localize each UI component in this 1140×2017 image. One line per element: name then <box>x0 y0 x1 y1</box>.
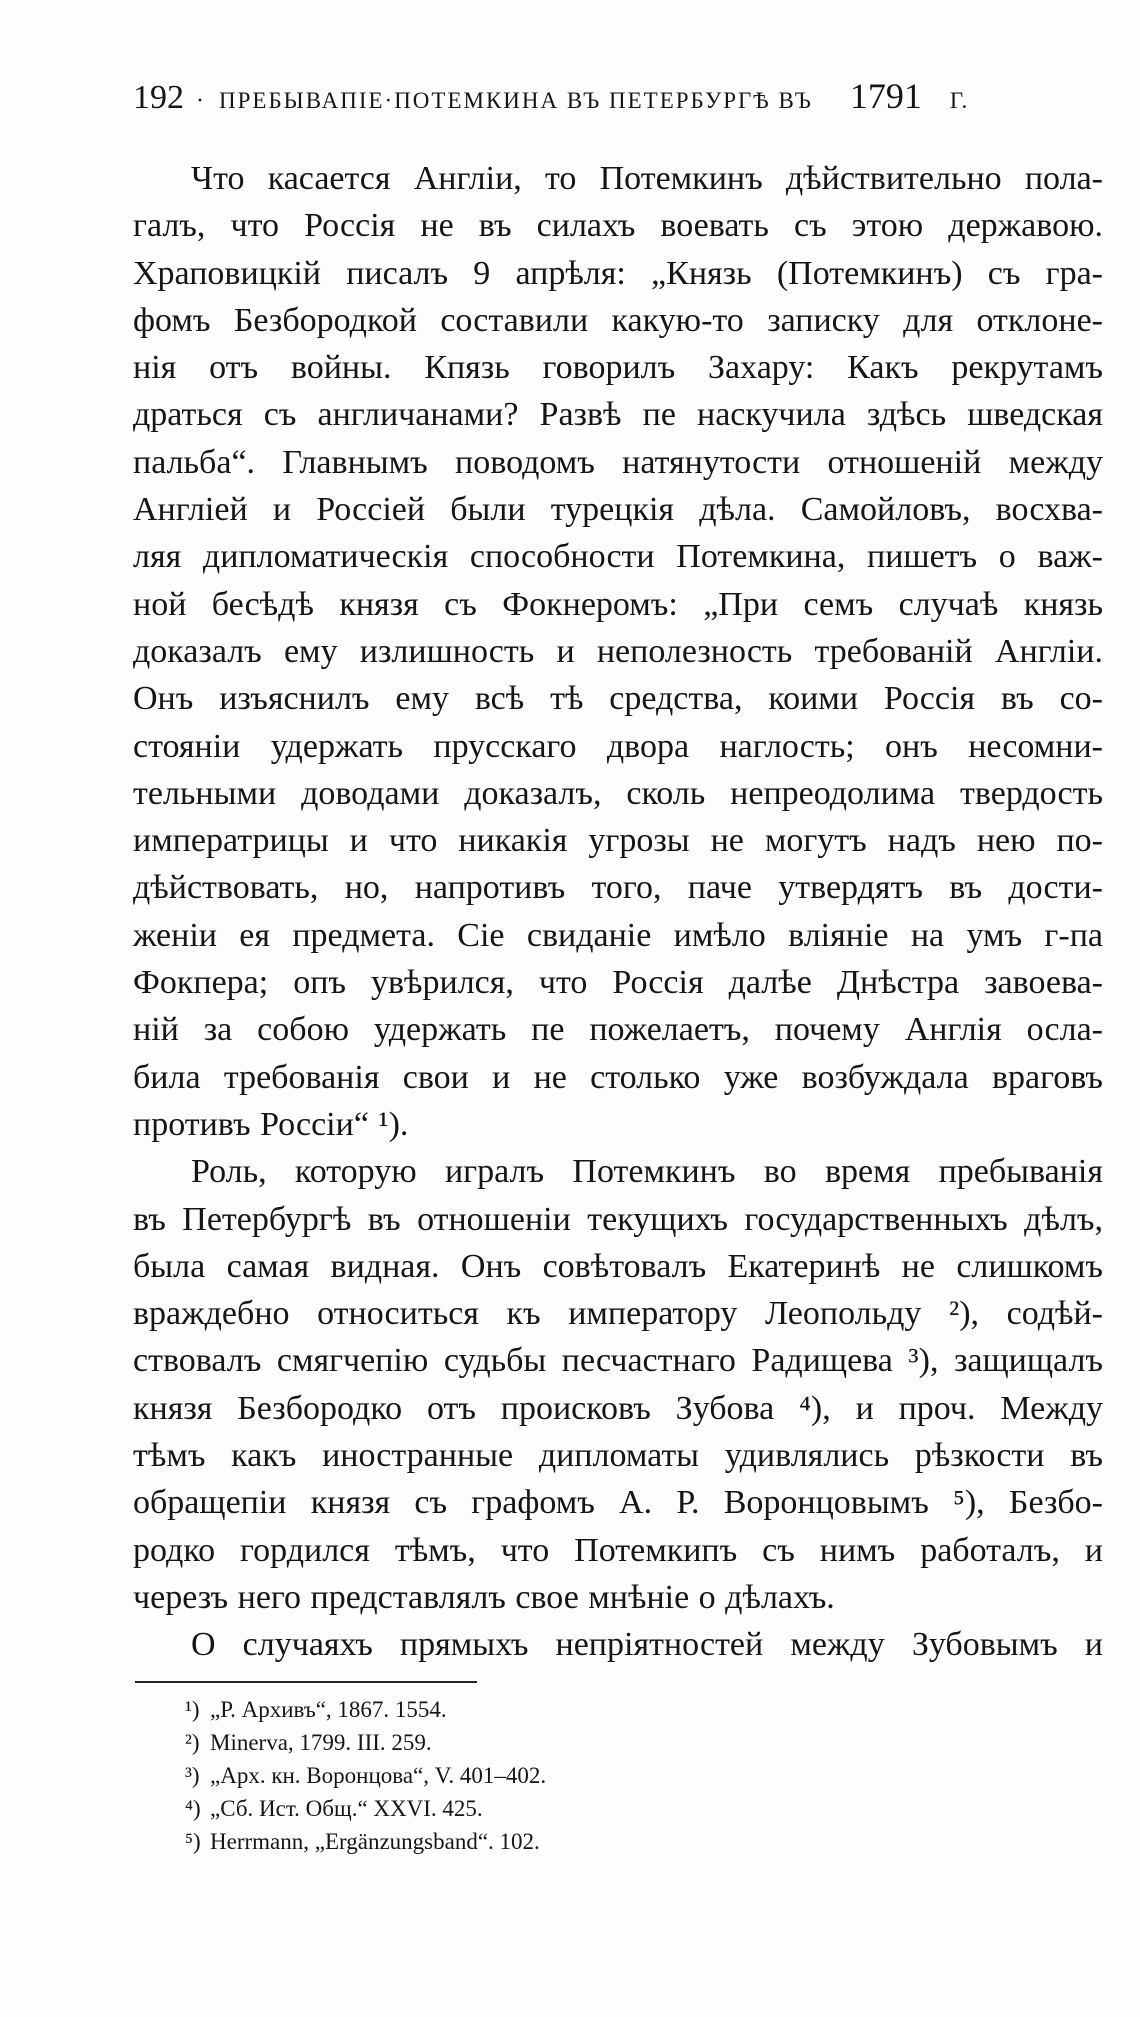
text-line: тельными доводами доказалъ, сколь непреодолима твердость <box>133 774 1103 812</box>
paragraph <box>133 155 1103 1148</box>
text-line: Онъ изъяснилъ ему всѣ тѣ средства, коими Россія въ со- <box>133 680 1103 718</box>
footnote-marker: ⁴) <box>185 1796 201 1821</box>
running-head-year: 1791 <box>849 76 922 116</box>
text-line: дѣйствовать, но, напротивъ того, паче утвердятъ въ дости- <box>133 869 1103 907</box>
text-line: пальба“. Главнымъ поводомъ натянутости отношеній между <box>133 443 1103 481</box>
footnote <box>185 1726 985 1759</box>
running-head-separator: · <box>196 88 204 114</box>
footnote <box>185 1792 985 1825</box>
footnote-marker: ³) <box>185 1763 200 1788</box>
text-line: О случаяхъ прямыхъ непріятностей между Зубовымъ и <box>191 1626 1103 1664</box>
paragraph <box>133 1621 1103 1668</box>
text-line: черезъ него представлялъ свое мнѣніе о дѣлахъ. <box>133 1578 835 1616</box>
text-line: била требованія свои и не столько уже возбуждала враговъ <box>133 1058 1103 1096</box>
footnote-marker: ⁵) <box>185 1829 201 1854</box>
footnote-text: „Арх. кн. Воронцова“, V. 401–402. <box>210 1763 547 1788</box>
paragraph <box>133 1148 1103 1621</box>
footnote <box>185 1693 985 1726</box>
footnotes <box>185 1693 985 1858</box>
footnote <box>185 1759 985 1792</box>
running-head-suffix: Г. <box>949 88 969 113</box>
footnote-text: „Р. Архивъ“, 1867. 1554. <box>210 1697 447 1722</box>
footnote <box>185 1825 985 1858</box>
text-line: ляя дипломатическія способности Потемкина, пишетъ о важ- <box>133 538 1103 576</box>
page-number: 192 <box>133 79 184 116</box>
text-line: Что касается Англіи, то Потемкинъ дѣйствительно пола- <box>191 160 1103 197</box>
text-line: императрицы и что никакія угрозы не могутъ надъ нею по- <box>133 822 1103 860</box>
text-line: была самая видная. Онъ совѣтовалъ Екатеринѣ не слишкомъ <box>133 1247 1103 1285</box>
text-line: ной бесѣдѣ князя съ Фокнеромъ: „При семъ случаѣ князь <box>133 585 1103 623</box>
text-line: Англіей и Россіей были турецкія дѣла. Самойловъ, восхва- <box>133 491 1103 529</box>
text-line: Фокпера; опъ увѣрился, что Россія далѣе Днѣстра завоева- <box>133 964 1103 1002</box>
text-line: ствовалъ смягчепію судьбы песчастнаго Радищева ³), защищалъ <box>133 1342 1103 1380</box>
text-line: нія отъ войны. Кпязь говорилъ Захару: Какъ рекрутамъ <box>133 349 1103 387</box>
body-text <box>133 155 1103 1669</box>
running-head-title: ПРЕБЫВАПІЕ·ПОТЕМКИНА ВЪ ПЕТЕРБУРГѢ ВЪ <box>219 88 813 113</box>
text-line: тѣмъ какъ иностранные дипломаты удивлялись рѣзкости въ <box>133 1437 1103 1475</box>
text-line: фомъ Безбородкой составили какую-то записку для отклоне- <box>133 301 1103 339</box>
text-line: женіи ея предмета. Сіе свиданіе имѣло вліяніе на умъ г-па <box>133 916 1103 954</box>
footnote-text: „Сб. Ист. Общ.“ XXVI. 425. <box>210 1796 483 1821</box>
footnote-text: Minerva, 1799. III. 259. <box>210 1730 432 1755</box>
text-line: доказалъ ему излишность и неполезность требованій Англіи. <box>133 632 1103 670</box>
text-line: драться съ англичанами? Развѣ пе наскучила здѣсь шведская <box>133 396 1103 434</box>
footnote-rule <box>135 1681 477 1683</box>
text-line: князя Безбородко отъ происковъ Зубова ⁴), и проч. Между <box>133 1389 1103 1427</box>
text-line: враждебно относиться къ императору Леопольду ²), содѣй- <box>133 1295 1103 1333</box>
text-line: Роль, которую игралъ Потемкинъ во время пребыванія <box>191 1153 1103 1191</box>
footnote-marker: ¹) <box>185 1697 200 1722</box>
text-line: Храповицкій писалъ 9 апрѣля: „Князь (Потемкинъ) съ гра- <box>133 254 1103 292</box>
text-line: стояніи удержать прусскаго двора наглость; онъ несомни- <box>133 727 1103 765</box>
text-line: въ Петербургѣ въ отношеніи текущихъ государственныхъ дѣлъ, <box>133 1200 1103 1238</box>
text-line: противъ Россіи“ ¹). <box>133 1105 409 1143</box>
text-line: галъ, что Россія не въ силахъ воевать съ этою державою. <box>133 207 1103 245</box>
footnote-marker: ²) <box>185 1730 200 1755</box>
text-line: родко гордился тѣмъ, что Потемкипъ съ нимъ работалъ, и <box>133 1531 1103 1569</box>
text-line: ній за собою удержать пе пожелаетъ, почему Англія осла- <box>133 1011 1103 1049</box>
running-head <box>133 74 1033 118</box>
footnote-text: Herrmann, „Ergänzungsband“. 102. <box>210 1829 540 1854</box>
text-line: обращепіи князя съ графомъ А. Р. Воронцовымъ ⁵), Безбо- <box>133 1484 1103 1522</box>
